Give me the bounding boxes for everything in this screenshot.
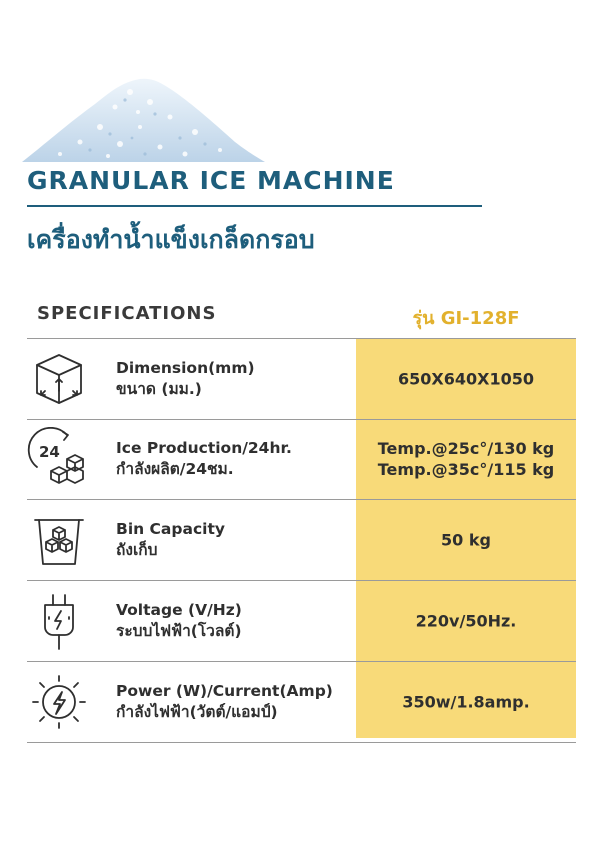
ice-bin-icon bbox=[27, 508, 91, 572]
page-title: GRANULAR ICE MACHINE bbox=[27, 166, 395, 195]
spec-value: 220v/50Hz. bbox=[415, 611, 517, 631]
spec-label-th: กำลังไฟฟ้า(วัตต์/แอมป์) bbox=[116, 703, 278, 721]
spec-row-ice-production bbox=[27, 419, 576, 500]
spec-label-en: Ice Production/24hr. bbox=[116, 439, 292, 457]
spec-label-en: Bin Capacity bbox=[116, 520, 225, 538]
page-subtitle: เครื่องทำน้ำแข็งเกล็ดกรอบ bbox=[27, 225, 315, 254]
spec-value-line-1: Temp.@25c°/130 kg bbox=[377, 439, 555, 458]
box-dimension-icon bbox=[27, 347, 91, 411]
spec-label-th: ขนาด (มม.) bbox=[116, 380, 202, 398]
spec-label-en: Dimension(mm) bbox=[116, 359, 255, 377]
ice-pile-image bbox=[20, 72, 265, 162]
spec-label-en: Power (W)/Current(Amp) bbox=[116, 682, 333, 700]
spec-label-en: Voltage (V/Hz) bbox=[116, 601, 242, 619]
spec-value: 650X640X1050 bbox=[398, 369, 534, 389]
spec-value-line-2: Temp.@35c°/115 kg bbox=[377, 460, 555, 479]
spec-row-dimension bbox=[27, 338, 576, 420]
spec-label-th: ถังเก็บ bbox=[116, 541, 158, 559]
lightning-power-icon bbox=[27, 670, 91, 734]
ice-production-24h-icon bbox=[27, 427, 91, 491]
spec-row-bin-capacity bbox=[27, 500, 576, 581]
model-label: รุ่น GI-128F bbox=[412, 308, 520, 329]
specifications-heading: SPECIFICATIONS bbox=[37, 303, 217, 324]
spec-value: 50 kg bbox=[441, 530, 491, 550]
svg-text:24: 24 bbox=[39, 443, 60, 461]
power-plug-icon bbox=[27, 589, 91, 653]
spec-label-th: กำลังผลิต/24ชม. bbox=[116, 460, 234, 478]
spec-label-th: ระบบไฟฟ้า(โวลต์) bbox=[116, 622, 242, 640]
title-divider bbox=[27, 205, 482, 207]
spec-row-voltage bbox=[27, 581, 576, 662]
spec-value: 350w/1.8amp. bbox=[402, 692, 530, 712]
spec-row-power bbox=[27, 662, 576, 743]
